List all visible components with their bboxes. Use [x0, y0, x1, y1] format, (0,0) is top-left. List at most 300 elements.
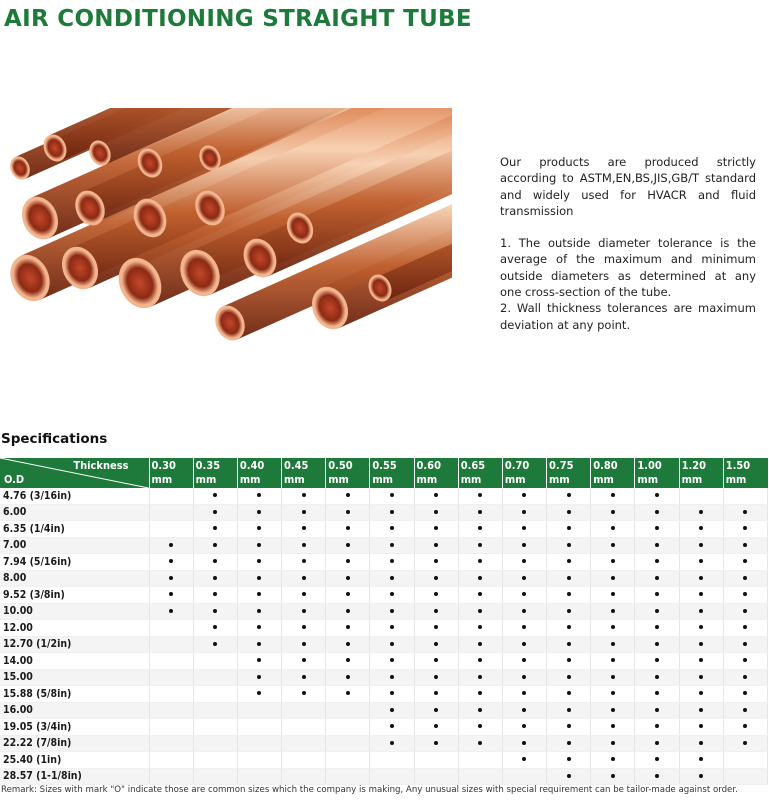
availability-cell [723, 554, 767, 571]
available-dot-icon [655, 543, 659, 547]
availability-cell [547, 537, 591, 554]
availability-cell [591, 570, 635, 587]
available-dot-icon [169, 543, 173, 547]
availability-cell [414, 537, 458, 554]
availability-cell [282, 570, 326, 587]
available-dot-icon [302, 642, 306, 646]
available-dot-icon [257, 592, 261, 596]
available-dot-icon [699, 741, 703, 745]
availability-cell [414, 702, 458, 719]
availability-cell [414, 620, 458, 637]
availability-cell [502, 768, 546, 785]
available-dot-icon [390, 691, 394, 695]
available-dot-icon [655, 609, 659, 613]
available-dot-icon [257, 493, 261, 497]
available-dot-icon [522, 576, 526, 580]
available-dot-icon [522, 642, 526, 646]
available-dot-icon [611, 592, 615, 596]
availability-cell [370, 752, 414, 769]
availability-cell [458, 686, 502, 703]
available-dot-icon [743, 609, 747, 613]
availability-cell [723, 702, 767, 719]
availability-cell [237, 735, 281, 752]
availability-cell [591, 768, 635, 785]
available-dot-icon [434, 510, 438, 514]
available-dot-icon [434, 526, 438, 530]
thickness-unit: mm [328, 473, 349, 486]
product-description [500, 154, 756, 333]
available-dot-icon [434, 625, 438, 629]
available-dot-icon [522, 526, 526, 530]
tolerance-note-2: 2. Wall thickness tolerances are maximum deviation at any point. [500, 301, 756, 332]
availability-cell [193, 768, 237, 785]
availability-cell [679, 735, 723, 752]
available-dot-icon [257, 510, 261, 514]
available-dot-icon [257, 625, 261, 629]
available-dot-icon [567, 658, 571, 662]
availability-cell [326, 636, 370, 653]
availability-cell [635, 521, 679, 538]
available-dot-icon [390, 609, 394, 613]
availability-cell [679, 768, 723, 785]
availability-cell [237, 768, 281, 785]
thickness-header [502, 458, 546, 488]
available-dot-icon [522, 559, 526, 563]
availability-cell [547, 653, 591, 670]
available-dot-icon [302, 625, 306, 629]
availability-cell [326, 768, 370, 785]
thickness-header [547, 458, 591, 488]
available-dot-icon [257, 609, 261, 613]
availability-cell [547, 669, 591, 686]
corner-header [0, 458, 149, 488]
availability-cell [326, 752, 370, 769]
table-row [0, 554, 768, 571]
availability-cell [635, 488, 679, 504]
availability-cell [591, 686, 635, 703]
thickness-value: 1.50 [725, 459, 751, 472]
availability-cell [370, 653, 414, 670]
availability-cell [149, 570, 193, 587]
availability-cell [237, 603, 281, 620]
availability-cell [282, 702, 326, 719]
availability-cell [370, 570, 414, 587]
od-cell: 15.00 [0, 669, 149, 686]
available-dot-icon [390, 493, 394, 497]
availability-cell [547, 636, 591, 653]
availability-cell [193, 554, 237, 571]
available-dot-icon [478, 526, 482, 530]
availability-cell [326, 521, 370, 538]
availability-cell [370, 686, 414, 703]
availability-cell [635, 537, 679, 554]
available-dot-icon [699, 625, 703, 629]
availability-cell [723, 603, 767, 620]
table-row [0, 504, 768, 521]
available-dot-icon [478, 691, 482, 695]
availability-cell [237, 669, 281, 686]
od-cell: 7.94 (5/16in) [0, 554, 149, 571]
availability-cell [193, 735, 237, 752]
availability-cell [723, 686, 767, 703]
remark-note: Remark: Sizes with mark "O" indicate those are common sizes which the company is making, Any unusual sizes with special requirement can be tailor-made against order. [1, 785, 738, 795]
available-dot-icon [655, 691, 659, 695]
availability-cell [635, 752, 679, 769]
availability-cell [237, 702, 281, 719]
available-dot-icon [257, 576, 261, 580]
available-dot-icon [390, 510, 394, 514]
table-row [0, 603, 768, 620]
specifications-table [0, 458, 768, 785]
available-dot-icon [611, 658, 615, 662]
availability-cell [723, 504, 767, 521]
availability-cell [370, 587, 414, 604]
availability-cell [547, 554, 591, 571]
od-cell: 12.00 [0, 620, 149, 637]
available-dot-icon [611, 691, 615, 695]
available-dot-icon [522, 675, 526, 679]
table-header-row [0, 458, 768, 488]
availability-cell [282, 653, 326, 670]
availability-cell [635, 620, 679, 637]
available-dot-icon [655, 708, 659, 712]
availability-cell [723, 636, 767, 653]
availability-cell [149, 735, 193, 752]
availability-cell [193, 620, 237, 637]
available-dot-icon [390, 724, 394, 728]
available-dot-icon [302, 675, 306, 679]
available-dot-icon [434, 708, 438, 712]
availability-cell [591, 620, 635, 637]
availability-cell [237, 752, 281, 769]
table-row [0, 702, 768, 719]
availability-cell [591, 504, 635, 521]
availability-cell [547, 620, 591, 637]
od-cell: 6.35 (1/4in) [0, 521, 149, 538]
availability-cell [149, 702, 193, 719]
availability-cell [414, 636, 458, 653]
available-dot-icon [655, 526, 659, 530]
available-dot-icon [257, 559, 261, 563]
available-dot-icon [434, 741, 438, 745]
available-dot-icon [611, 724, 615, 728]
available-dot-icon [434, 543, 438, 547]
availability-cell [282, 587, 326, 604]
available-dot-icon [434, 493, 438, 497]
availability-cell [414, 521, 458, 538]
available-dot-icon [169, 559, 173, 563]
availability-cell [502, 653, 546, 670]
availability-cell [370, 521, 414, 538]
available-dot-icon [522, 741, 526, 745]
availability-cell [149, 719, 193, 736]
availability-cell [679, 554, 723, 571]
available-dot-icon [743, 741, 747, 745]
available-dot-icon [699, 691, 703, 695]
available-dot-icon [611, 642, 615, 646]
availability-cell [326, 587, 370, 604]
availability-cell [414, 504, 458, 521]
availability-cell [149, 603, 193, 620]
thickness-value: 0.30 [151, 459, 176, 472]
available-dot-icon [655, 642, 659, 646]
available-dot-icon [390, 741, 394, 745]
available-dot-icon [478, 609, 482, 613]
availability-cell [414, 768, 458, 785]
available-dot-icon [478, 493, 482, 497]
availability-cell [458, 620, 502, 637]
available-dot-icon [699, 774, 703, 778]
availability-cell [193, 686, 237, 703]
available-dot-icon [699, 675, 703, 679]
thickness-unit: mm [195, 473, 217, 486]
availability-cell [502, 504, 546, 521]
availability-cell [193, 702, 237, 719]
availability-cell [723, 587, 767, 604]
available-dot-icon [522, 691, 526, 695]
availability-cell [723, 719, 767, 736]
available-dot-icon [257, 691, 261, 695]
available-dot-icon [743, 708, 747, 712]
availability-cell [370, 620, 414, 637]
availability-cell [414, 752, 458, 769]
thickness-unit: mm [637, 473, 659, 486]
availability-cell [502, 752, 546, 769]
availability-cell [326, 504, 370, 521]
availability-cell [414, 570, 458, 587]
available-dot-icon [611, 741, 615, 745]
available-dot-icon [655, 493, 659, 497]
availability-cell [282, 752, 326, 769]
availability-cell [502, 702, 546, 719]
thickness-header [458, 458, 502, 488]
availability-cell [326, 686, 370, 703]
available-dot-icon [302, 510, 306, 514]
availability-cell [502, 537, 546, 554]
availability-cell [635, 570, 679, 587]
thickness-header [723, 458, 767, 488]
available-dot-icon [257, 526, 261, 530]
available-dot-icon [567, 691, 571, 695]
available-dot-icon [743, 510, 747, 514]
availability-cell [326, 669, 370, 686]
thickness-value: 0.40 [239, 459, 265, 472]
available-dot-icon [655, 510, 659, 514]
thickness-unit: mm [504, 473, 526, 486]
available-dot-icon [699, 609, 703, 613]
availability-cell [326, 554, 370, 571]
available-dot-icon [390, 592, 394, 596]
availability-cell [723, 735, 767, 752]
available-dot-icon [346, 493, 350, 497]
availability-cell [502, 719, 546, 736]
availability-cell [635, 735, 679, 752]
availability-cell [502, 570, 546, 587]
available-dot-icon [302, 691, 306, 695]
thickness-value: 0.70 [504, 459, 530, 472]
available-dot-icon [522, 543, 526, 547]
available-dot-icon [213, 543, 217, 547]
available-dot-icon [390, 658, 394, 662]
available-dot-icon [346, 691, 350, 695]
availability-cell [237, 504, 281, 521]
availability-cell [370, 669, 414, 686]
availability-cell [458, 735, 502, 752]
table-row [0, 735, 768, 752]
available-dot-icon [743, 658, 747, 662]
available-dot-icon [655, 774, 659, 778]
availability-cell [723, 521, 767, 538]
availability-cell [149, 554, 193, 571]
available-dot-icon [302, 543, 306, 547]
availability-cell [591, 636, 635, 653]
availability-cell [193, 488, 237, 504]
availability-cell [635, 702, 679, 719]
available-dot-icon [743, 526, 747, 530]
available-dot-icon [567, 592, 571, 596]
availability-cell [149, 636, 193, 653]
available-dot-icon [699, 708, 703, 712]
availability-cell [679, 752, 723, 769]
availability-cell [679, 686, 723, 703]
table-row [0, 653, 768, 670]
availability-cell [591, 537, 635, 554]
availability-cell [723, 570, 767, 587]
availability-cell [414, 603, 458, 620]
availability-cell [458, 653, 502, 670]
availability-cell [679, 702, 723, 719]
table-row [0, 620, 768, 637]
availability-cell [193, 752, 237, 769]
availability-cell [502, 587, 546, 604]
availability-cell [414, 735, 458, 752]
available-dot-icon [611, 559, 615, 563]
available-dot-icon [567, 543, 571, 547]
availability-cell [193, 537, 237, 554]
availability-cell [193, 719, 237, 736]
available-dot-icon [522, 609, 526, 613]
available-dot-icon [655, 576, 659, 580]
availability-cell [370, 504, 414, 521]
available-dot-icon [478, 625, 482, 629]
thickness-value: 1.20 [681, 459, 706, 472]
availability-cell [502, 620, 546, 637]
availability-cell [237, 521, 281, 538]
available-dot-icon [213, 609, 217, 613]
availability-cell [370, 636, 414, 653]
od-cell: 4.76 (3/16in) [0, 488, 149, 504]
od-label: O.D [4, 473, 25, 486]
availability-cell [547, 735, 591, 752]
availability-cell [458, 768, 502, 785]
available-dot-icon [699, 592, 703, 596]
table-row [0, 686, 768, 703]
availability-cell [326, 570, 370, 587]
available-dot-icon [434, 691, 438, 695]
table-row [0, 768, 768, 785]
availability-cell [237, 537, 281, 554]
availability-cell [679, 669, 723, 686]
availability-cell [458, 636, 502, 653]
availability-cell [679, 488, 723, 504]
table-row [0, 752, 768, 769]
available-dot-icon [655, 559, 659, 563]
od-cell: 14.00 [0, 653, 149, 670]
thickness-label: Thickness [73, 459, 129, 472]
availability-cell [193, 504, 237, 521]
available-dot-icon [478, 592, 482, 596]
available-dot-icon [699, 510, 703, 514]
availability-cell [591, 669, 635, 686]
availability-cell [458, 521, 502, 538]
available-dot-icon [478, 658, 482, 662]
available-dot-icon [699, 658, 703, 662]
available-dot-icon [743, 559, 747, 563]
available-dot-icon [655, 741, 659, 745]
availability-cell [414, 554, 458, 571]
availability-cell [547, 488, 591, 504]
availability-cell [370, 554, 414, 571]
availability-cell [502, 554, 546, 571]
available-dot-icon [611, 493, 615, 497]
thickness-header [414, 458, 458, 488]
available-dot-icon [567, 724, 571, 728]
od-cell: 19.05 (3/4in) [0, 719, 149, 736]
available-dot-icon [611, 757, 615, 761]
availability-cell [635, 653, 679, 670]
table-row [0, 669, 768, 686]
thickness-unit: mm [549, 473, 570, 486]
availability-cell [502, 735, 546, 752]
available-dot-icon [390, 625, 394, 629]
available-dot-icon [743, 543, 747, 547]
available-dot-icon [522, 625, 526, 629]
available-dot-icon [522, 592, 526, 596]
available-dot-icon [522, 724, 526, 728]
available-dot-icon [611, 526, 615, 530]
available-dot-icon [213, 625, 217, 629]
available-dot-icon [346, 543, 350, 547]
availability-cell [502, 669, 546, 686]
page-title: AIR CONDITIONING STRAIGHT TUBE [4, 6, 472, 32]
thickness-header [370, 458, 414, 488]
availability-cell [149, 653, 193, 670]
available-dot-icon [478, 576, 482, 580]
availability-cell [723, 669, 767, 686]
od-cell: 28.57 (1-1/8in) [0, 768, 149, 785]
availability-cell [547, 752, 591, 769]
availability-cell [237, 587, 281, 604]
available-dot-icon [169, 609, 173, 613]
od-cell: 12.70 (1/2in) [0, 636, 149, 653]
available-dot-icon [346, 576, 350, 580]
availability-cell [635, 669, 679, 686]
thickness-value: 0.65 [460, 459, 486, 472]
available-dot-icon [390, 526, 394, 530]
table-row [0, 537, 768, 554]
availability-cell [679, 587, 723, 604]
available-dot-icon [743, 691, 747, 695]
availability-cell [635, 768, 679, 785]
available-dot-icon [743, 592, 747, 596]
availability-cell [282, 488, 326, 504]
intro-text: Our products are produced strictly according to ASTM,EN,BS,JIS,GB/T standard and widely used for HVACR and fluid transmission [500, 155, 756, 218]
availability-cell [635, 554, 679, 571]
availability-cell [282, 669, 326, 686]
availability-cell [723, 653, 767, 670]
available-dot-icon [346, 609, 350, 613]
availability-cell [679, 620, 723, 637]
